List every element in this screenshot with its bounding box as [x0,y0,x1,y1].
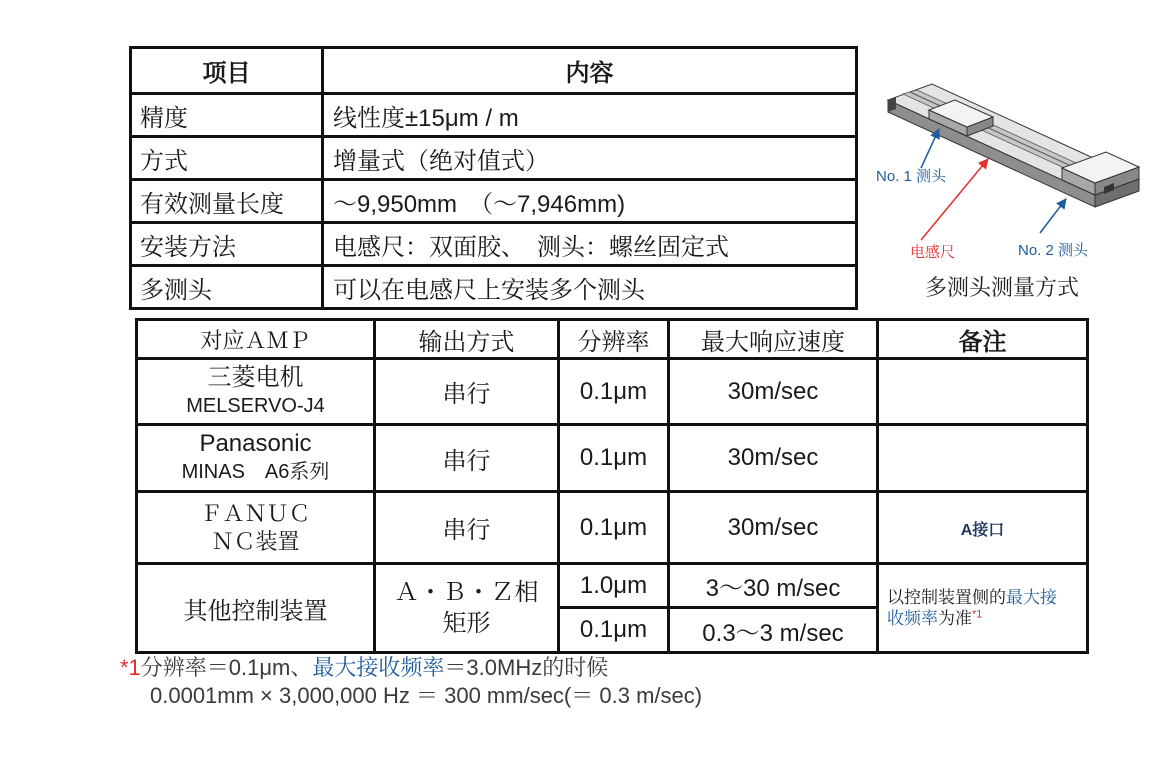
footnote-part2: ＝3.0MHz的时候 [444,655,609,680]
amp-header-amp: 对应ＡＭＰ [137,320,375,359]
spec-value-multi-head: 可以在电感尺上安装多个测头 [323,266,857,309]
spec-item-method: 方式 [131,137,323,180]
speed-cell: 30m/sec [669,425,878,492]
amp-header-speed: 最大响应速度 [669,320,878,359]
spec-row-accuracy [131,94,857,137]
speed-cell: 30m/sec [669,492,878,564]
output-cell-phase [375,564,559,653]
amp-header-note: 备注 [878,320,1088,359]
amp-model: MELSERVO-J4 [186,394,325,417]
head2-label: No. 2 测头 [1018,242,1089,259]
spec-header-row [131,48,857,94]
spec-value-length: ～9,950mm （～7,946mm) [323,180,857,223]
amp-row-panasonic [137,425,1088,492]
footnote-marker: *1 [120,655,141,680]
spec-value-accuracy: 线性度±15μm / m [323,94,857,137]
scale-label: 电感尺 [910,244,956,261]
amp-name: Panasonic [199,430,312,457]
note-footnote-marker: *1 [972,608,983,621]
spec-row-mounting [131,223,857,266]
amp-name: ＦＡＮＵＣ [200,500,311,526]
footnote-line-1 [120,654,702,682]
output-cell: 串行 [375,492,559,564]
amp-model: ＮＣ装置 [211,528,300,554]
amp-header-row [137,320,1088,359]
note-cell [878,359,1088,425]
amp-header-output: 输出方式 [375,320,559,359]
resolution-cell: 1.0μm [559,564,669,608]
resolution-cell: 0.1μm [559,608,669,653]
note-text [887,587,1059,629]
amp-name: 三菱电机 [207,363,304,391]
spec-row-length [131,180,857,223]
speed-cell: 30m/sec [669,359,878,425]
spec-value-mounting: 电感尺：双面胶、 测头：螺丝固定式 [323,223,857,266]
spec-header-item: 项目 [131,48,323,94]
spec-item-length: 有效测量长度 [131,180,323,223]
resolution-cell: 0.1μm [559,492,669,564]
output-signal-line: 矩形 [442,610,491,637]
footnote [120,654,702,710]
amp-header-resolution: 分辨率 [559,320,669,359]
resolution-cell: 0.1μm [559,359,669,425]
amp-row-fanuc [137,492,1088,564]
output-phase-line: Ａ・Ｂ・Ｚ相 [394,579,539,606]
amp-cell-fanuc [137,492,375,564]
spec-row-method [131,137,857,180]
amp-cell-panasonic [137,425,375,492]
footnote-line-2: 0.0001mm × 3,000,000 Hz ＝ 300 mm/sec(＝ 0.3 m/sec) [150,683,703,708]
note-cell [878,492,1088,564]
note-part2: 为准 [938,609,972,628]
spec-item-mounting: 安装方法 [131,223,323,266]
diagram-caption: 多测头测量方式 [925,275,1080,300]
amp-cell-mitsubishi [137,359,375,425]
head1-pointer-arrow [921,129,939,168]
note-cell-other [878,564,1088,653]
note-highlight: 最大接收频率 [887,588,1057,628]
a-port-note: A接口 [960,521,1005,539]
amp-table [135,318,1089,654]
note-part1: 以控制装置侧的 [887,588,1006,607]
spec-table [129,46,858,310]
amp-row-other-a [137,564,1088,608]
speed-cell: 0.3～3 m/sec [669,608,878,653]
amp-row-mitsubishi [137,359,1088,425]
spec-header-content: 内容 [323,48,857,94]
amp-model: MINAS A6系列 [181,461,330,483]
footnote-highlight: 最大接收频率 [312,655,445,680]
footnote-part1: 分辨率＝0.1μm、 [140,655,313,680]
output-cell: 串行 [375,425,559,492]
amp-cell-other: 其他控制装置 [137,564,375,653]
head2-pointer-arrow [1040,199,1066,233]
output-cell: 串行 [375,359,559,425]
speed-cell: 3～30 m/sec [669,564,878,608]
spec-value-method: 增量式（绝对值式） [323,137,857,180]
spec-row-multi-head [131,266,857,309]
head1-label: No. 1 测头 [876,168,947,185]
resolution-cell: 0.1μm [559,425,669,492]
spec-item-multi-head: 多测头 [131,266,323,309]
spec-item-accuracy: 精度 [131,94,323,137]
note-cell [878,425,1088,492]
